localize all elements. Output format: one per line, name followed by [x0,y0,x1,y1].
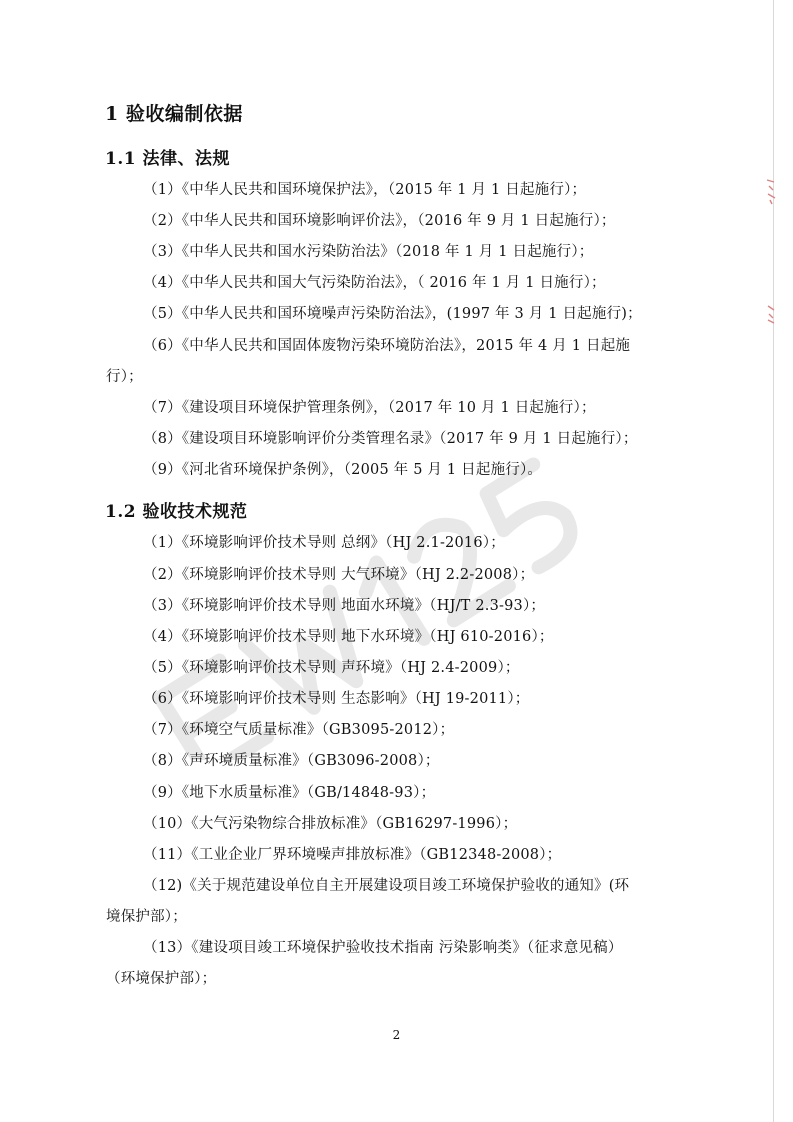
standard-item: （9）《地下水质量标准》（GB/14848-93）； [143,785,436,801]
standard-item: （3）《环境影响评价技术导则 地面水环境》（HJ/T 2.3-93）； [143,598,546,614]
standard-item: （11）《工业企业厂界环境噪声排放标准》（GB12348-2008）； [143,847,562,863]
law-item: （8）《建设项目环境影响评价分类管理名录》（2017 年 9 月 1 日起施行）； [143,431,638,447]
law-item: （3）《中华人民共和国水污染防治法》（2018 年 1 月 1 日起施行）； [143,244,594,260]
law-item: （2）《中华人民共和国环境影响评价法》，（2016 年 9 月 1 日起施行）； [143,213,616,229]
standard-item: （8）《声环境质量标准》（GB3096-2008）； [143,753,440,769]
law-item: （1）《中华人民共和国环境保护法》，（2015 年 1 月 1 日起施行）； [143,182,587,198]
margin-stamp-mark [764,303,778,325]
law-item: （6）《中华人民共和国固体废物污染环境防治法》，2015 年 4 月 1 日起施 [143,338,631,354]
law-item: （4）《中华人民共和国大气污染防治法》，（ 2016 年 1 月 1 日施行）； [143,275,606,291]
section-title-laws: 1.1 法律、法规 [105,149,230,169]
section-title-standards: 1.2 验收技术规范 [105,502,248,522]
standard-item-continuation: 境保护部）； [106,909,187,925]
heading-main: 1 验收编制依据 [105,103,243,125]
law-item: （5）《中华人民共和国环境噪声污染防治法》，(1997 年 3 月 1 日起施行)； [143,306,642,322]
law-item: （9）《河北省环境保护条例》，（2005 年 5 月 1 日起施行）。 [143,462,543,478]
standard-item: （5）《环境影响评价技术导则 声环境》（HJ 2.4-2009）； [143,660,520,676]
standard-item: （10）《大气污染物综合排放标准》（GB16297-1996）； [143,816,518,832]
page-edge-line [773,0,774,1122]
standard-item: （7）《环境空气质量标准》（GB3095-2012）； [143,722,455,738]
standard-item-continuation: （环境保护部）； [106,971,217,987]
law-item: （7）《建设项目环境保护管理条例》，（2017 年 10 月 1 日起施行）； [143,400,596,416]
standard-item: （2）《环境影响评价技术导则 大气环境》（HJ 2.2-2008）； [143,567,535,583]
standard-item: （6）《环境影响评价技术导则 生态影响》（HJ 19-2011）； [143,691,530,707]
page-number: 2 [392,1028,401,1042]
law-item-continuation: 行）； [106,369,143,385]
standard-item: （4）《环境影响评价技术导则 地下水环境》（HJ 610-2016）； [143,629,554,645]
standard-item: （1）《环境影响评价技术导则 总纲》（HJ 2.1-2016）； [143,535,505,551]
margin-stamp-mark [764,176,778,206]
standard-item: （12)《关于规范建设单位自主开展建设项目竣工环境保护验收的通知》(环 [143,878,630,894]
standard-item: （13）《建设项目竣工环境保护验收技术指南 污染影响类》（征求意见稿） [143,940,623,956]
